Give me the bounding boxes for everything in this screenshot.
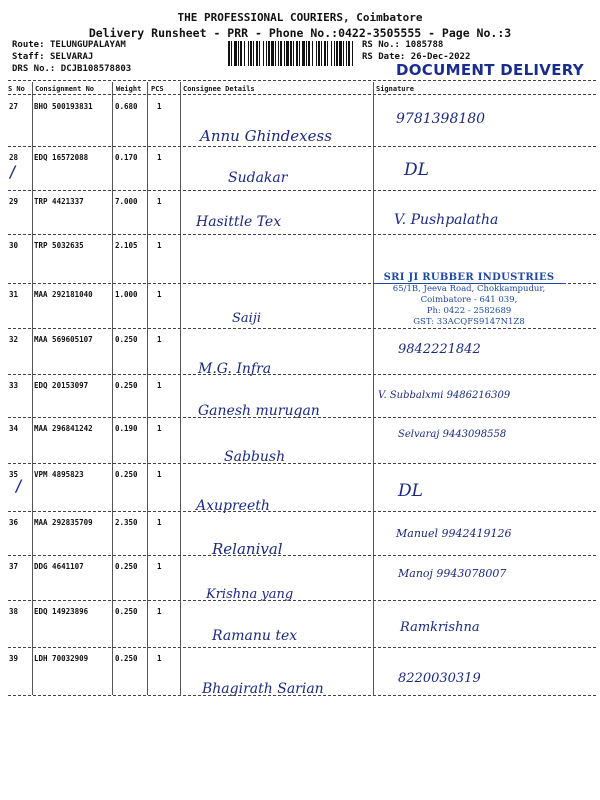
row-consignment-no: EDQ 20153097 (34, 381, 89, 390)
barcode-bar (280, 41, 282, 66)
barcode-bar (343, 41, 344, 66)
row-sno: 37 (9, 562, 19, 571)
row-consignee: Ganesh murugan (198, 403, 320, 419)
row-signature: DL (404, 160, 429, 180)
col-header-consignment: Consignment No (35, 85, 95, 93)
route-label: Route: (12, 40, 45, 50)
barcode-bar (253, 41, 254, 66)
barcode-bar (284, 41, 285, 66)
barcode-bar (268, 41, 270, 66)
col-divider (373, 82, 374, 695)
row-consignment-no: BHO 500193831 (34, 102, 93, 111)
row-consignee: M.G. Infra (198, 361, 272, 377)
row-divider (8, 695, 596, 696)
row-weight: 2.105 (115, 241, 138, 250)
row-divider (8, 511, 596, 512)
route-value: TELUNGUPALAYAM (49, 40, 126, 50)
row-sno: 39 (9, 654, 19, 663)
barcode-bar (306, 41, 307, 66)
row-pcs: 1 (157, 470, 162, 479)
company-stamp-gst: GST: 33ACQFS9147N1Z8 (413, 317, 525, 327)
row-divider (8, 463, 596, 464)
row-signature: 9842221842 (398, 342, 481, 357)
barcode-bar (271, 41, 274, 66)
row-weight: 1.000 (115, 290, 138, 299)
company-stamp (374, 272, 564, 328)
row-divider (8, 374, 596, 375)
row-divider (8, 647, 596, 648)
row-consignment-no: EDQ 16572088 (34, 153, 89, 162)
col-header-weight: Weight (116, 85, 142, 93)
row-pcs: 1 (157, 562, 162, 571)
row-pcs: 1 (157, 335, 162, 344)
row-signature: Manuel 9942419126 (396, 527, 512, 540)
row-pcs: 1 (157, 290, 162, 299)
company-stamp-name: SRI JI RUBBER INDUSTRIES (374, 272, 564, 284)
barcode-bar (346, 41, 347, 66)
barcode-bar (286, 41, 289, 66)
barcode-bar (234, 41, 237, 66)
col-header-pcs: PCS (151, 85, 164, 93)
row-consignment-no: TRP 4421337 (34, 197, 84, 206)
row-weight: 0.250 (115, 470, 138, 479)
row-pcs: 1 (157, 153, 162, 162)
row-pcs: 1 (157, 102, 162, 111)
rs-date-value: 26-Dec-2022 (410, 52, 471, 62)
row-consignee: Annu Ghindexess (200, 127, 332, 145)
col-divider (112, 82, 113, 695)
col-header-consignee: Consignee Details (183, 85, 255, 93)
barcode-bar (312, 41, 313, 66)
barcode-bar (302, 41, 305, 66)
row-weight: 0.680 (115, 102, 138, 111)
row-consignee: Krishna yang (206, 587, 294, 602)
row-consignee: Ramanu tex (212, 628, 298, 644)
row-weight: 0.190 (115, 424, 138, 433)
document-delivery-stamp: DOCUMENT DELIVERY (396, 61, 584, 79)
row-consignee: Saiji (232, 311, 262, 326)
barcode-bar (250, 41, 252, 66)
staff-value: SELVARAJ (49, 52, 94, 62)
row-signature: Manoj 9943078007 (398, 567, 507, 580)
row-sno: 28 (9, 153, 19, 162)
barcode-bar (299, 41, 300, 66)
row-sno: 32 (9, 335, 19, 344)
drs-label: DRS No.: (12, 64, 56, 74)
header-bottom-rule (8, 94, 596, 95)
barcode-bar (339, 41, 342, 66)
row-pcs: 1 (157, 518, 162, 527)
row-signature: V. Subbalxmi 9486216309 (378, 390, 511, 401)
row-pcs: 1 (157, 197, 162, 206)
row-consignment-no: TRP 5032635 (34, 241, 84, 250)
rs-no-value: 1085788 (405, 40, 444, 50)
row-weight: 0.250 (115, 381, 138, 390)
barcode-bar (275, 41, 276, 66)
row-consignment-no: DDG 4641107 (34, 562, 84, 571)
row-divider (8, 417, 596, 418)
barcode-bar (256, 41, 258, 66)
row-sno: 36 (9, 518, 19, 527)
row-consignment-no: MAA 292181040 (34, 290, 93, 299)
barcode-bar (278, 41, 279, 66)
row-divider (8, 234, 596, 235)
row-consignee: Relanival (212, 540, 283, 558)
rs-no-label: RS No.: (362, 40, 400, 50)
row-divider (8, 600, 596, 601)
barcode-bar (248, 41, 249, 66)
company-stamp-address-2: Coimbatore - 641 039, (420, 295, 518, 305)
row-pcs: 1 (157, 654, 162, 663)
col-divider (147, 82, 148, 695)
barcode-bar (324, 41, 326, 66)
row-pcs: 1 (157, 607, 162, 616)
row-divider (8, 555, 596, 556)
barcode (228, 41, 354, 66)
row-divider (8, 146, 596, 147)
staff-label: Staff: (12, 52, 45, 62)
row-consignee: Sudakar (228, 170, 288, 186)
barcode-bar (266, 41, 267, 66)
col-header-sno: S No (8, 85, 25, 93)
row-consignee: Bhagirath Sarian (202, 681, 324, 697)
row-weight: 0.250 (115, 607, 138, 616)
barcode-bar (327, 41, 328, 66)
col-divider (32, 82, 33, 695)
row-sno: 33 (9, 381, 19, 390)
row-divider (8, 190, 596, 191)
runsheet-title: Delivery Runsheet - PRR - Phone No.:0422-3505555 - Page No.:3 (88, 26, 512, 40)
barcode-bar (259, 41, 260, 66)
barcode-bar (231, 41, 232, 66)
courier-company-title: THE PROFESSIONAL COURIERS, Coimbatore (177, 11, 423, 24)
barcode-bar (238, 41, 239, 66)
margin-tick-mark: / (14, 476, 24, 495)
barcode-bar (331, 41, 332, 66)
row-sno: 30 (9, 241, 19, 250)
col-header-signature: Signature (376, 85, 414, 93)
barcode-bar (321, 41, 322, 66)
barcode-bar (316, 41, 317, 66)
barcode-bar (263, 41, 264, 66)
row-sno: 35 (9, 470, 19, 479)
company-stamp-address-1: 65/1B, Jeeva Road, Chokkampudur, (392, 284, 546, 294)
rs-no-line (362, 40, 443, 50)
barcode-bar (228, 41, 230, 66)
row-signature: Ramkrishna (400, 620, 480, 635)
row-consignment-no: VPM 4895823 (34, 470, 84, 479)
row-signature: DL (398, 481, 423, 501)
row-consignment-no: MAA 569605107 (34, 335, 93, 344)
row-pcs: 1 (157, 381, 162, 390)
row-pcs: 1 (157, 424, 162, 433)
row-consignment-no: MAA 296841242 (34, 424, 93, 433)
rs-date-label: RS Date: (362, 52, 406, 62)
route-line (12, 40, 126, 50)
barcode-bar (290, 41, 292, 66)
drs-line (12, 64, 131, 74)
header-top-rule (8, 80, 596, 81)
barcode-bar (293, 41, 294, 66)
row-consignee: Hasittle Tex (196, 214, 282, 230)
row-sno: 29 (9, 197, 19, 206)
drs-value: DCJB108578803 (60, 64, 132, 74)
row-weight: 0.250 (115, 654, 138, 663)
row-signature: V. Pushpalatha (394, 212, 499, 228)
row-divider (8, 328, 596, 329)
barcode-bar (348, 41, 350, 66)
barcode-bar (352, 41, 353, 66)
row-consignee: Axupreeth (196, 498, 270, 514)
staff-line (12, 52, 93, 62)
barcode-bar (308, 41, 310, 66)
barcode-bar (336, 41, 338, 66)
row-signature: 8220030319 (398, 671, 481, 686)
col-divider (180, 82, 181, 695)
row-weight: 0.170 (115, 153, 138, 162)
margin-tick-mark: / (8, 162, 18, 181)
row-consignment-no: MAA 292835709 (34, 518, 93, 527)
row-signature: Selvaraj 9443098558 (398, 429, 507, 440)
barcode-bar (240, 41, 242, 66)
row-consignment-no: EDQ 14923896 (34, 607, 89, 616)
barcode-bar (334, 41, 335, 66)
company-stamp-phone: Ph: 0422 - 2582689 (426, 306, 512, 316)
row-consignment-no: LDH 70032909 (34, 654, 89, 663)
barcode-bar (318, 41, 320, 66)
row-weight: 0.250 (115, 562, 138, 571)
row-sno: 31 (9, 290, 19, 299)
barcode-bar (296, 41, 298, 66)
row-signature: 9781398180 (396, 111, 486, 127)
barcode-bar (244, 41, 245, 66)
row-sno: 38 (9, 607, 19, 616)
row-weight: 2.350 (115, 518, 138, 527)
row-sno: 34 (9, 424, 19, 433)
row-pcs: 1 (157, 241, 162, 250)
row-weight: 0.250 (115, 335, 138, 344)
row-sno: 27 (9, 102, 19, 111)
row-weight: 7.000 (115, 197, 138, 206)
row-consignee: Sabbush (224, 449, 286, 465)
